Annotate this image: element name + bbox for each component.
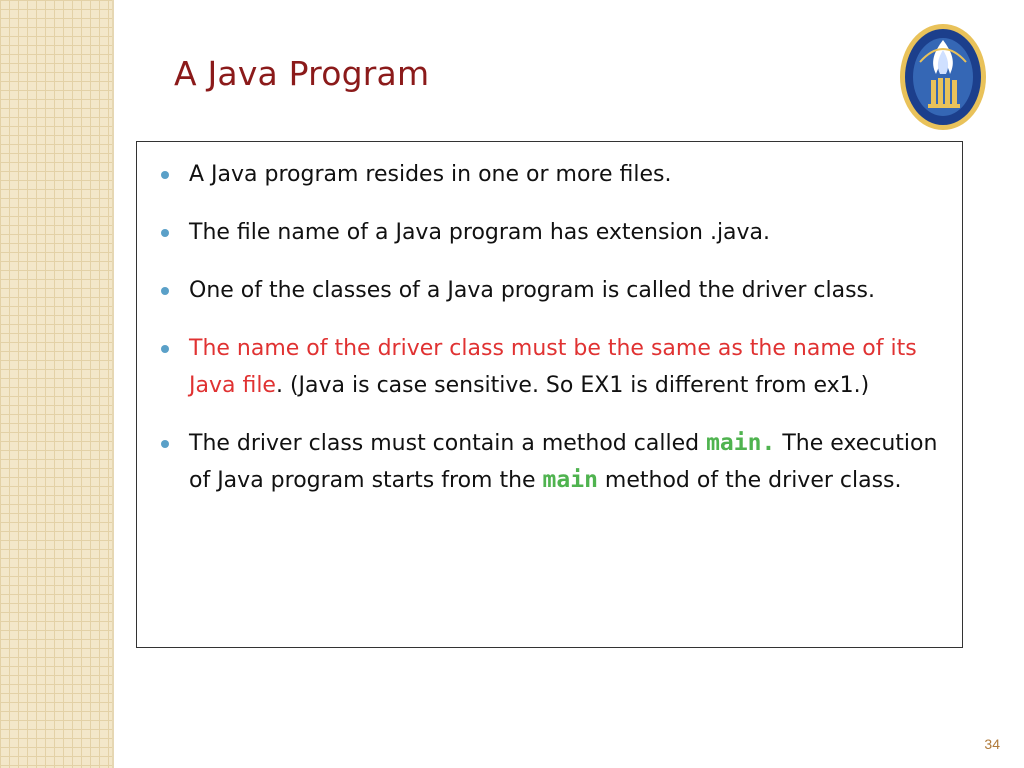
bullet-text: method of the driver class.	[597, 468, 902, 493]
slide-title: A Java Program	[174, 54, 430, 93]
bullet-text: The file name of a Java program has extension .java.	[189, 220, 771, 245]
bullet-dot-icon	[161, 345, 169, 353]
bullet-list	[137, 142, 962, 499]
bullet-text: The driver class must contain a method called	[189, 431, 707, 456]
bullet-dot-icon	[161, 171, 169, 179]
content-box	[136, 141, 963, 648]
highlighted-text: The name of the driver class must be the same as the name of its Java file	[189, 336, 917, 398]
bullet-item	[161, 330, 942, 404]
bullet-item	[161, 156, 942, 193]
bullet-text: A Java program resides in one or more files.	[189, 162, 672, 187]
bullet-dot-icon	[161, 229, 169, 237]
code-keyword: main.	[706, 430, 776, 456]
decorative-side-strip	[0, 0, 114, 768]
bullet-text: One of the classes of a Java program is called the driver class.	[189, 278, 876, 303]
university-seal-icon	[898, 22, 988, 132]
page-number: 34	[984, 736, 1000, 752]
bullet-text: . (Java is case sensitive. So EX1 is different from ex1.)	[275, 373, 870, 398]
bullet-item	[161, 272, 942, 309]
code-keyword: main	[542, 467, 598, 493]
bullet-text: The execution of Java program starts from the	[189, 431, 938, 493]
bullet-dot-icon	[161, 440, 169, 448]
bullet-item	[161, 214, 942, 251]
university-logo	[898, 22, 988, 132]
bullet-dot-icon	[161, 287, 169, 295]
bullet-item	[161, 425, 942, 499]
